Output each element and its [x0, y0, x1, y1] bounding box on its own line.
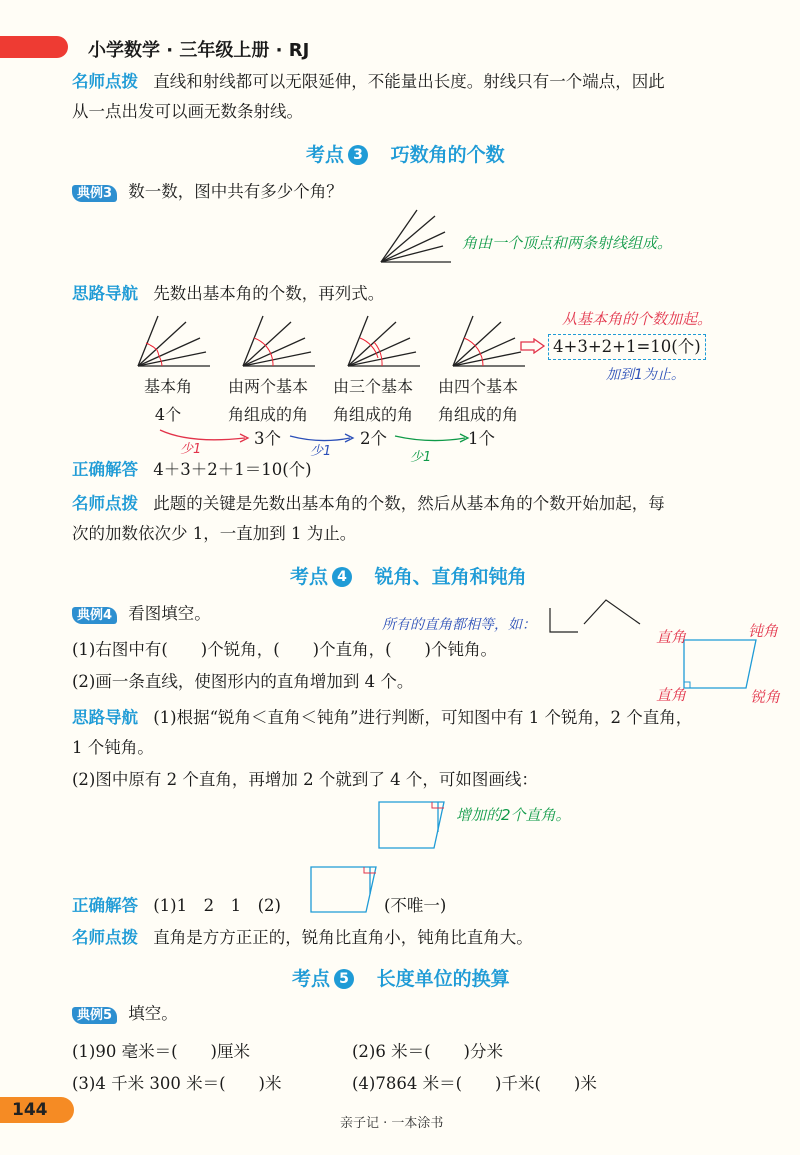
guide-text: 先数出基本角的个数，再列式。	[153, 284, 385, 303]
tip-text: 直角是方方正正的，锐角比直角小，钝角比直角大。	[153, 928, 533, 947]
ex5-q1: (1)90 毫米＝( )厘米	[72, 1042, 250, 1061]
quadrilateral-figure	[680, 636, 760, 692]
ex4-q2: (2)画一条直线，使图形内的直角增加到 4 个。	[72, 672, 414, 691]
section-heading-kp3	[306, 140, 505, 167]
arrow-right-icon	[520, 338, 546, 354]
page-number: 144	[0, 1097, 74, 1123]
angle-label-1-count: 4个	[154, 405, 182, 424]
kp-number: 5	[334, 969, 354, 989]
top-tip	[72, 72, 665, 92]
angle-diagram-2	[243, 316, 315, 366]
ray-fan-figure	[375, 208, 455, 268]
guide-text: (1)根据“锐角＜直角＜钝角”进行判断，可知图中有 1 个锐角，2 个直角，	[153, 708, 693, 727]
example-4-question	[72, 604, 211, 626]
page-header-title: 小学数学 · 三年级上册 · RJ	[88, 40, 310, 61]
angle-diagram-3	[348, 316, 420, 366]
tip-3	[72, 494, 665, 514]
right-angle-examples	[548, 596, 648, 636]
angle-diagrams	[128, 312, 538, 374]
kp-title: 巧数角的个数	[390, 144, 505, 166]
tip-line: 次的加数依次少 1，一直加到 1 为止。	[72, 524, 357, 543]
answer-3	[72, 460, 312, 480]
guide-label: 思路导航	[72, 708, 138, 727]
corner-label-tl: 直角	[656, 628, 687, 646]
less-one-note-1: 少1	[180, 442, 202, 457]
tip-label: 名师点拨	[72, 494, 138, 513]
angle-label-2b: 角组成的角	[227, 405, 308, 424]
ex5-q4: (4)7864 米＝( )千米( )米	[352, 1074, 597, 1093]
angle-label-1: 基本角	[143, 377, 192, 396]
corner-label-br: 锐角	[750, 688, 781, 706]
section-heading-kp4	[290, 562, 527, 589]
tip-4	[72, 928, 533, 948]
example-tag: 典例3	[72, 185, 117, 202]
kp-prefix: 考点	[292, 968, 331, 990]
count-3: 3个	[254, 429, 281, 448]
angle-label-2: 由两个基本	[227, 377, 308, 396]
angle-diagram-4	[453, 316, 525, 366]
quadrilateral-with-line	[376, 798, 448, 852]
angle-label-4: 由四个基本	[437, 377, 518, 396]
tip-line: 此题的关键是先数出基本角的个数，然后从基本角的个数开始加起，每	[153, 494, 665, 513]
angle-diagram-1	[138, 316, 210, 366]
tip-label: 名师点拨	[72, 72, 138, 91]
ex5-q3: (3)4 千米 300 米＝( )米	[72, 1074, 282, 1093]
guide-4	[72, 708, 692, 728]
answer-quadrilateral	[308, 864, 380, 916]
example-tag: 典例5	[72, 1007, 117, 1024]
ex5-q2: (2)6 米＝( )分米	[352, 1042, 503, 1061]
header-bar	[0, 36, 68, 58]
question-text: 填空。	[128, 1004, 178, 1023]
corner-label-tr: 钝角	[748, 622, 779, 640]
guide-text: (2)图中原有 2 个直角，再增加 2 个就到了 4 个，可如图画线：	[72, 770, 538, 789]
kp-title: 长度单位的换算	[376, 968, 510, 990]
guide-text: 1 个钝角。	[72, 738, 154, 757]
kp-number: 4	[332, 567, 352, 587]
kp-title: 锐角、直角和钝角	[374, 566, 527, 588]
handwritten-note-blue: 加到1为止。	[606, 367, 685, 383]
answer-label: 正确解答	[72, 460, 138, 479]
answer-text: (1)1 2 1 (2)	[153, 896, 281, 915]
answer-note: (不唯一)	[384, 896, 447, 915]
count-1: 1个	[468, 429, 495, 448]
less-one-note-3: 少1	[410, 450, 432, 465]
question-text: 数一数，图中共有多少个角？	[128, 182, 343, 201]
handwritten-note-green: 增加的2个直角。	[456, 806, 571, 824]
guide-label: 思路导航	[72, 284, 138, 303]
count-2: 2个	[360, 429, 387, 448]
angle-label-3b: 角组成的角	[332, 405, 413, 424]
handwritten-note-red: 从基本角的个数加起。	[562, 310, 713, 328]
angle-label-3: 由三个基本	[332, 377, 413, 396]
ex4-q1: (1)右图中有( )个锐角，( )个直角，( )个钝角。	[72, 640, 497, 659]
example-3-question	[72, 182, 343, 204]
answer-4	[72, 896, 281, 916]
question-text: 看图填空。	[128, 604, 211, 623]
answer-text: 4＋3＋2＋1＝10(个)	[153, 460, 312, 479]
answer-label: 正确解答	[72, 896, 138, 915]
tip-line: 直线和射线都可以无限延伸，不能量出长度。射线只有一个端点，因此	[153, 72, 665, 91]
example-tag: 典例4	[72, 607, 117, 624]
tip-line: 从一点出发可以画无数条射线。	[72, 102, 303, 121]
angle-label-4b: 角组成的角	[437, 405, 518, 424]
tip-label: 名师点拨	[72, 928, 138, 947]
kp-prefix: 考点	[290, 566, 329, 588]
example-5-question	[72, 1004, 178, 1026]
kp-number: 3	[348, 145, 368, 165]
less-one-note-2: 少1	[310, 444, 332, 459]
formula-box: 4+3+2+1=10(个)	[548, 334, 706, 360]
handwritten-note-green: 角由一个顶点和两条射线组成。	[462, 234, 673, 252]
corner-label-bl: 直角	[656, 686, 687, 704]
guide-3	[72, 284, 384, 304]
section-heading-kp5	[292, 964, 510, 991]
kp-prefix: 考点	[306, 144, 345, 166]
handwritten-note-blue: 所有的直角都相等，如：	[382, 617, 536, 633]
footer-brand: 亲子记 · 一本涂书	[340, 1116, 444, 1131]
